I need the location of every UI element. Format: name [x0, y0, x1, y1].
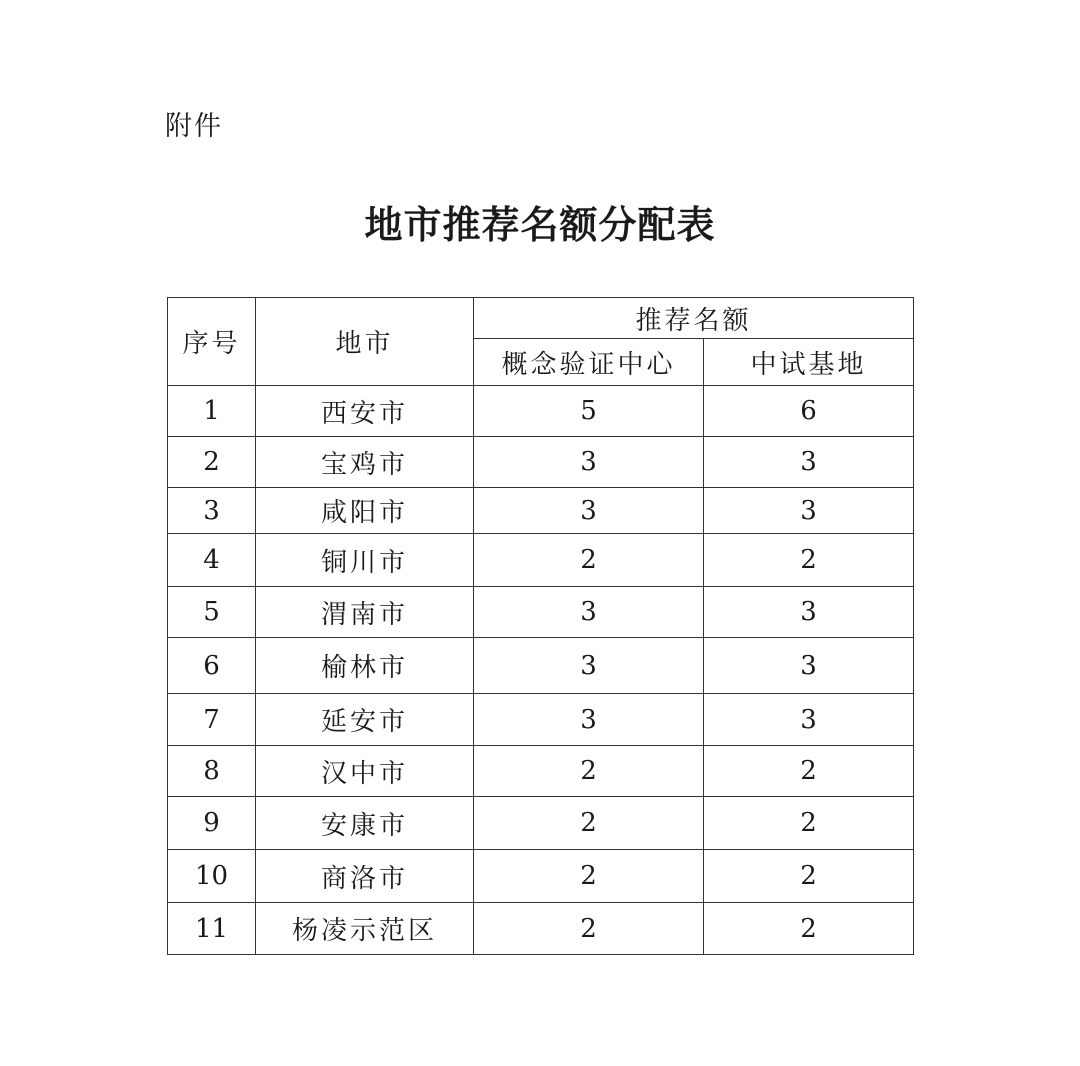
cell-index: 1	[168, 386, 256, 437]
cell-pilot: 2	[704, 850, 914, 903]
cell-pilot: 3	[704, 488, 914, 534]
cell-city: 铜川市	[256, 534, 474, 587]
cell-concept: 3	[474, 437, 704, 488]
table-row	[168, 534, 914, 587]
cell-index: 2	[168, 437, 256, 488]
cell-city: 商洛市	[256, 850, 474, 903]
cell-city: 榆林市	[256, 638, 474, 694]
cell-concept: 3	[474, 638, 704, 694]
table-row	[168, 850, 914, 903]
quota-table	[167, 297, 914, 955]
cell-pilot: 2	[704, 903, 914, 955]
cell-concept: 2	[474, 850, 704, 903]
cell-concept: 2	[474, 797, 704, 850]
cell-index: 9	[168, 797, 256, 850]
cell-concept: 3	[474, 488, 704, 534]
cell-concept: 3	[474, 694, 704, 746]
table-row	[168, 746, 914, 797]
table-row	[168, 488, 914, 534]
cell-concept: 2	[474, 903, 704, 955]
cell-city: 咸阳市	[256, 488, 474, 534]
cell-index: 11	[168, 903, 256, 955]
cell-city: 渭南市	[256, 587, 474, 638]
table-row	[168, 638, 914, 694]
cell-concept: 5	[474, 386, 704, 437]
table-row	[168, 797, 914, 850]
header-index: 序号	[168, 298, 256, 386]
table-row	[168, 694, 914, 746]
header-row-top	[168, 298, 914, 339]
table-row	[168, 903, 914, 955]
table-row	[168, 386, 914, 437]
header-concept: 概念验证中心	[474, 339, 704, 386]
cell-pilot: 3	[704, 638, 914, 694]
cell-concept: 3	[474, 587, 704, 638]
header-city: 地市	[256, 298, 474, 386]
page-title: 地市推荐名额分配表	[364, 203, 716, 247]
cell-index: 5	[168, 587, 256, 638]
table-row	[168, 587, 914, 638]
cell-index: 8	[168, 746, 256, 797]
cell-city: 延安市	[256, 694, 474, 746]
cell-index: 6	[168, 638, 256, 694]
cell-concept: 2	[474, 534, 704, 587]
cell-pilot: 3	[704, 694, 914, 746]
cell-pilot: 3	[704, 587, 914, 638]
cell-pilot: 2	[704, 534, 914, 587]
cell-pilot: 6	[704, 386, 914, 437]
cell-pilot: 2	[704, 797, 914, 850]
header-pilot: 中试基地	[704, 339, 914, 386]
cell-index: 3	[168, 488, 256, 534]
cell-city: 安康市	[256, 797, 474, 850]
cell-pilot: 3	[704, 437, 914, 488]
cell-index: 4	[168, 534, 256, 587]
attachment-label: 附件	[165, 111, 223, 142]
cell-index: 7	[168, 694, 256, 746]
cell-pilot: 2	[704, 746, 914, 797]
cell-index: 10	[168, 850, 256, 903]
cell-city: 汉中市	[256, 746, 474, 797]
header-quota-group: 推荐名额	[474, 298, 914, 339]
cell-city: 西安市	[256, 386, 474, 437]
cell-concept: 2	[474, 746, 704, 797]
cell-city: 宝鸡市	[256, 437, 474, 488]
table-row	[168, 437, 914, 488]
cell-city: 杨凌示范区	[256, 903, 474, 955]
